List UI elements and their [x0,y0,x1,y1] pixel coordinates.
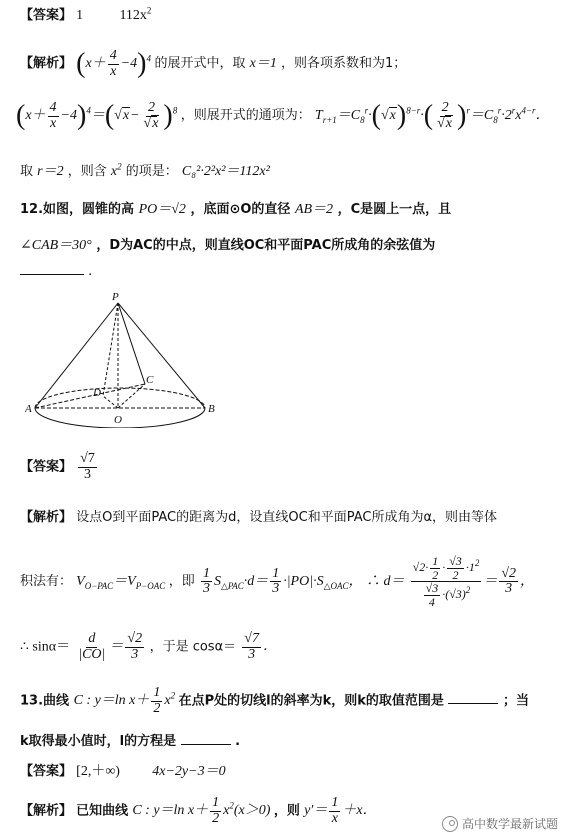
q11-answer-2: $112x^2$ [119,5,152,23]
q12-answer-fraction: $\frac{√7}{3}$ [80,451,95,482]
label-a: A [25,403,32,415]
q12-stem-line-1: 12.如图，圆锥的高 PO＝√2 ，底面⊙O的直径 AB＝2 ，C是圆上一点，且 [20,202,452,217]
segment-pc [118,303,145,384]
label-d: D [93,387,101,399]
cone-figure [25,288,225,428]
d-value-fraction: √2· $\frac{1}{2}$ · $\frac{√3}{2}$ $\cdot 1^2$ $\frac{√3}{4}$ $\cdot(√3)^2$ ＝ $\frac{√2}{3}$ ， [412,554,534,609]
sin-fraction: $\frac{d}{|CO|}$ ＝ $\frac{√2}{3}$ [78,631,143,662]
label-p: P [112,291,119,303]
q12-analysis-line-3: ∴ sinα＝ $\frac{d}{|CO|}$ ＝ $\frac{√2}{3}$ ，于是 cosα＝ $\frac{√7}{3}$ ． [20,631,277,662]
q11-answer-line [20,4,568,24]
range-blank[interactable] [448,703,498,704]
q13-stem-line-1: 13.曲线 C : y＝ln x＋ $\frac{1}{2}$ $x^2$ 在点P处的切线l的斜率为k，则k的取值范围是 ；当 [20,685,529,716]
binomial-expression: (x＋ $\frac{4}{x}$ −4)$^4$ [76,47,151,79]
segment-od [103,396,118,408]
q13-answer-2: 4x−2y−3＝0 [152,764,226,779]
analysis-tag: 【解析】 [20,56,73,72]
cos-result: $\frac{√7}{3}$ ． [244,631,277,662]
curve-equation: C : y＝ln x＋ $\frac{1}{2}$ $x^2$ [73,685,176,716]
volume-equation: $V_{O-PAC}=V_{P-OAC}$ [76,573,166,591]
cone-edge-pb [118,303,205,408]
watermark: 高中数学最新试题 [442,815,558,832]
q13-answer-1: [2,＋∞) [76,764,120,779]
q12-answer-blank-line: . [20,264,568,279]
q11-take-line: 取 r＝2 ，则含 $x^2$ 的项是： C₈²·2²x²＝112x² [20,161,270,179]
derivative: y′＝ $\frac{1}{x}$ ＋x． [304,795,377,826]
term-formula: $T_{r+1}=C_8^r\cdot(√x)^{8-r}\cdot$( $\frac{2}{√x}$ )$^r=C_8^r\cdot 2^rx^{4-r}$． [314,99,550,131]
label-o: O [114,414,122,426]
q11-analysis-line-1: 【解析】 (x＋ $\frac{4}{x}$ −4)$^4$ 的展开式中，取 x＝1 ，则各项系数和为1； [20,47,407,79]
general-term-formula: (x＋ $\frac{4}{x}$ −4)$^4$＝(√x− $\frac{2}{√x}$ )$^8$ [16,99,178,131]
segment-pd [103,303,118,396]
wechat-icon [442,816,458,832]
base-back-arc [35,388,205,408]
q13-stem-line-2: k取得最小值时，l的方程是 . [20,734,241,749]
analysis-curve: C : y＝ln x＋ $\frac{1}{2}$ $x^2(x>0)$ [132,795,271,826]
q12-analysis-line-1: 【解析】 设点O到平面PAC的距离为d，设直线OC和平面PAC所成角为α，则由等体 [20,510,498,525]
q13-analysis-line: 【解析】 已知曲线 C : y＝ln x＋ $\frac{1}{2}$ $x^2(x>0)$ ，则 y′＝ $\frac{1}{x}$ ＋x． [20,795,377,826]
label-c: C [146,374,154,386]
q12-answer-line: 【答案】 $\frac{√7}{3}$ [20,451,95,482]
q13-answer-line: 【答案】 [2,＋∞) 4x−2y−3＝0 [20,764,226,779]
q12-stem-line-2: ∠CAB＝30° ，D为AC的中点，则直线OC和平面PAC所成角的余弦值为 [20,238,436,253]
q11-answer-1: 1 [76,8,84,23]
q11-general-term-line: (x＋ $\frac{4}{x}$ −4)$^4$＝(√x− $\frac{2}{√x}$ )$^8$ ，则展开式的通项为： $T_{r+1}=C_8^r\cdot(√x)^{8-r}\cdot$( $\frac{2}{√x}$ )$^r=C_8^r\cdot 2^rx^{4-r}$． [16,99,550,131]
q12-analysis-line-2: 积法有： $V_{O-PAC}=V_{P-OAC}$ ，即 $\frac{1}{3}$ $S_{\triangle PAC}\cdot d=$ $\frac{1}{3}$ $\cdot|PO|\cdot S_{\triangle OAC}$， ∴ d＝ √2· $\frac{1}{2}$ · $\frac{√3}{2}$ $\cdot 1^2$ $\frac{√3}{4}$ $\cdot(√3)^2$ ＝ $\frac{√2}{3}$ ， [20,554,534,609]
label-b: B [208,403,215,415]
tangent-blank[interactable] [181,744,231,745]
volume-expansion: $\frac{1}{3}$ $S_{\triangle PAC}\cdot d=$ $\frac{1}{3}$ $\cdot|PO|\cdot S_{\triangle OAC}$， [202,565,366,597]
answer-tag: 【答案】 [20,8,73,23]
take-result: C₈²·2²x²＝112x² [181,164,270,179]
answer-blank[interactable] [20,274,84,275]
